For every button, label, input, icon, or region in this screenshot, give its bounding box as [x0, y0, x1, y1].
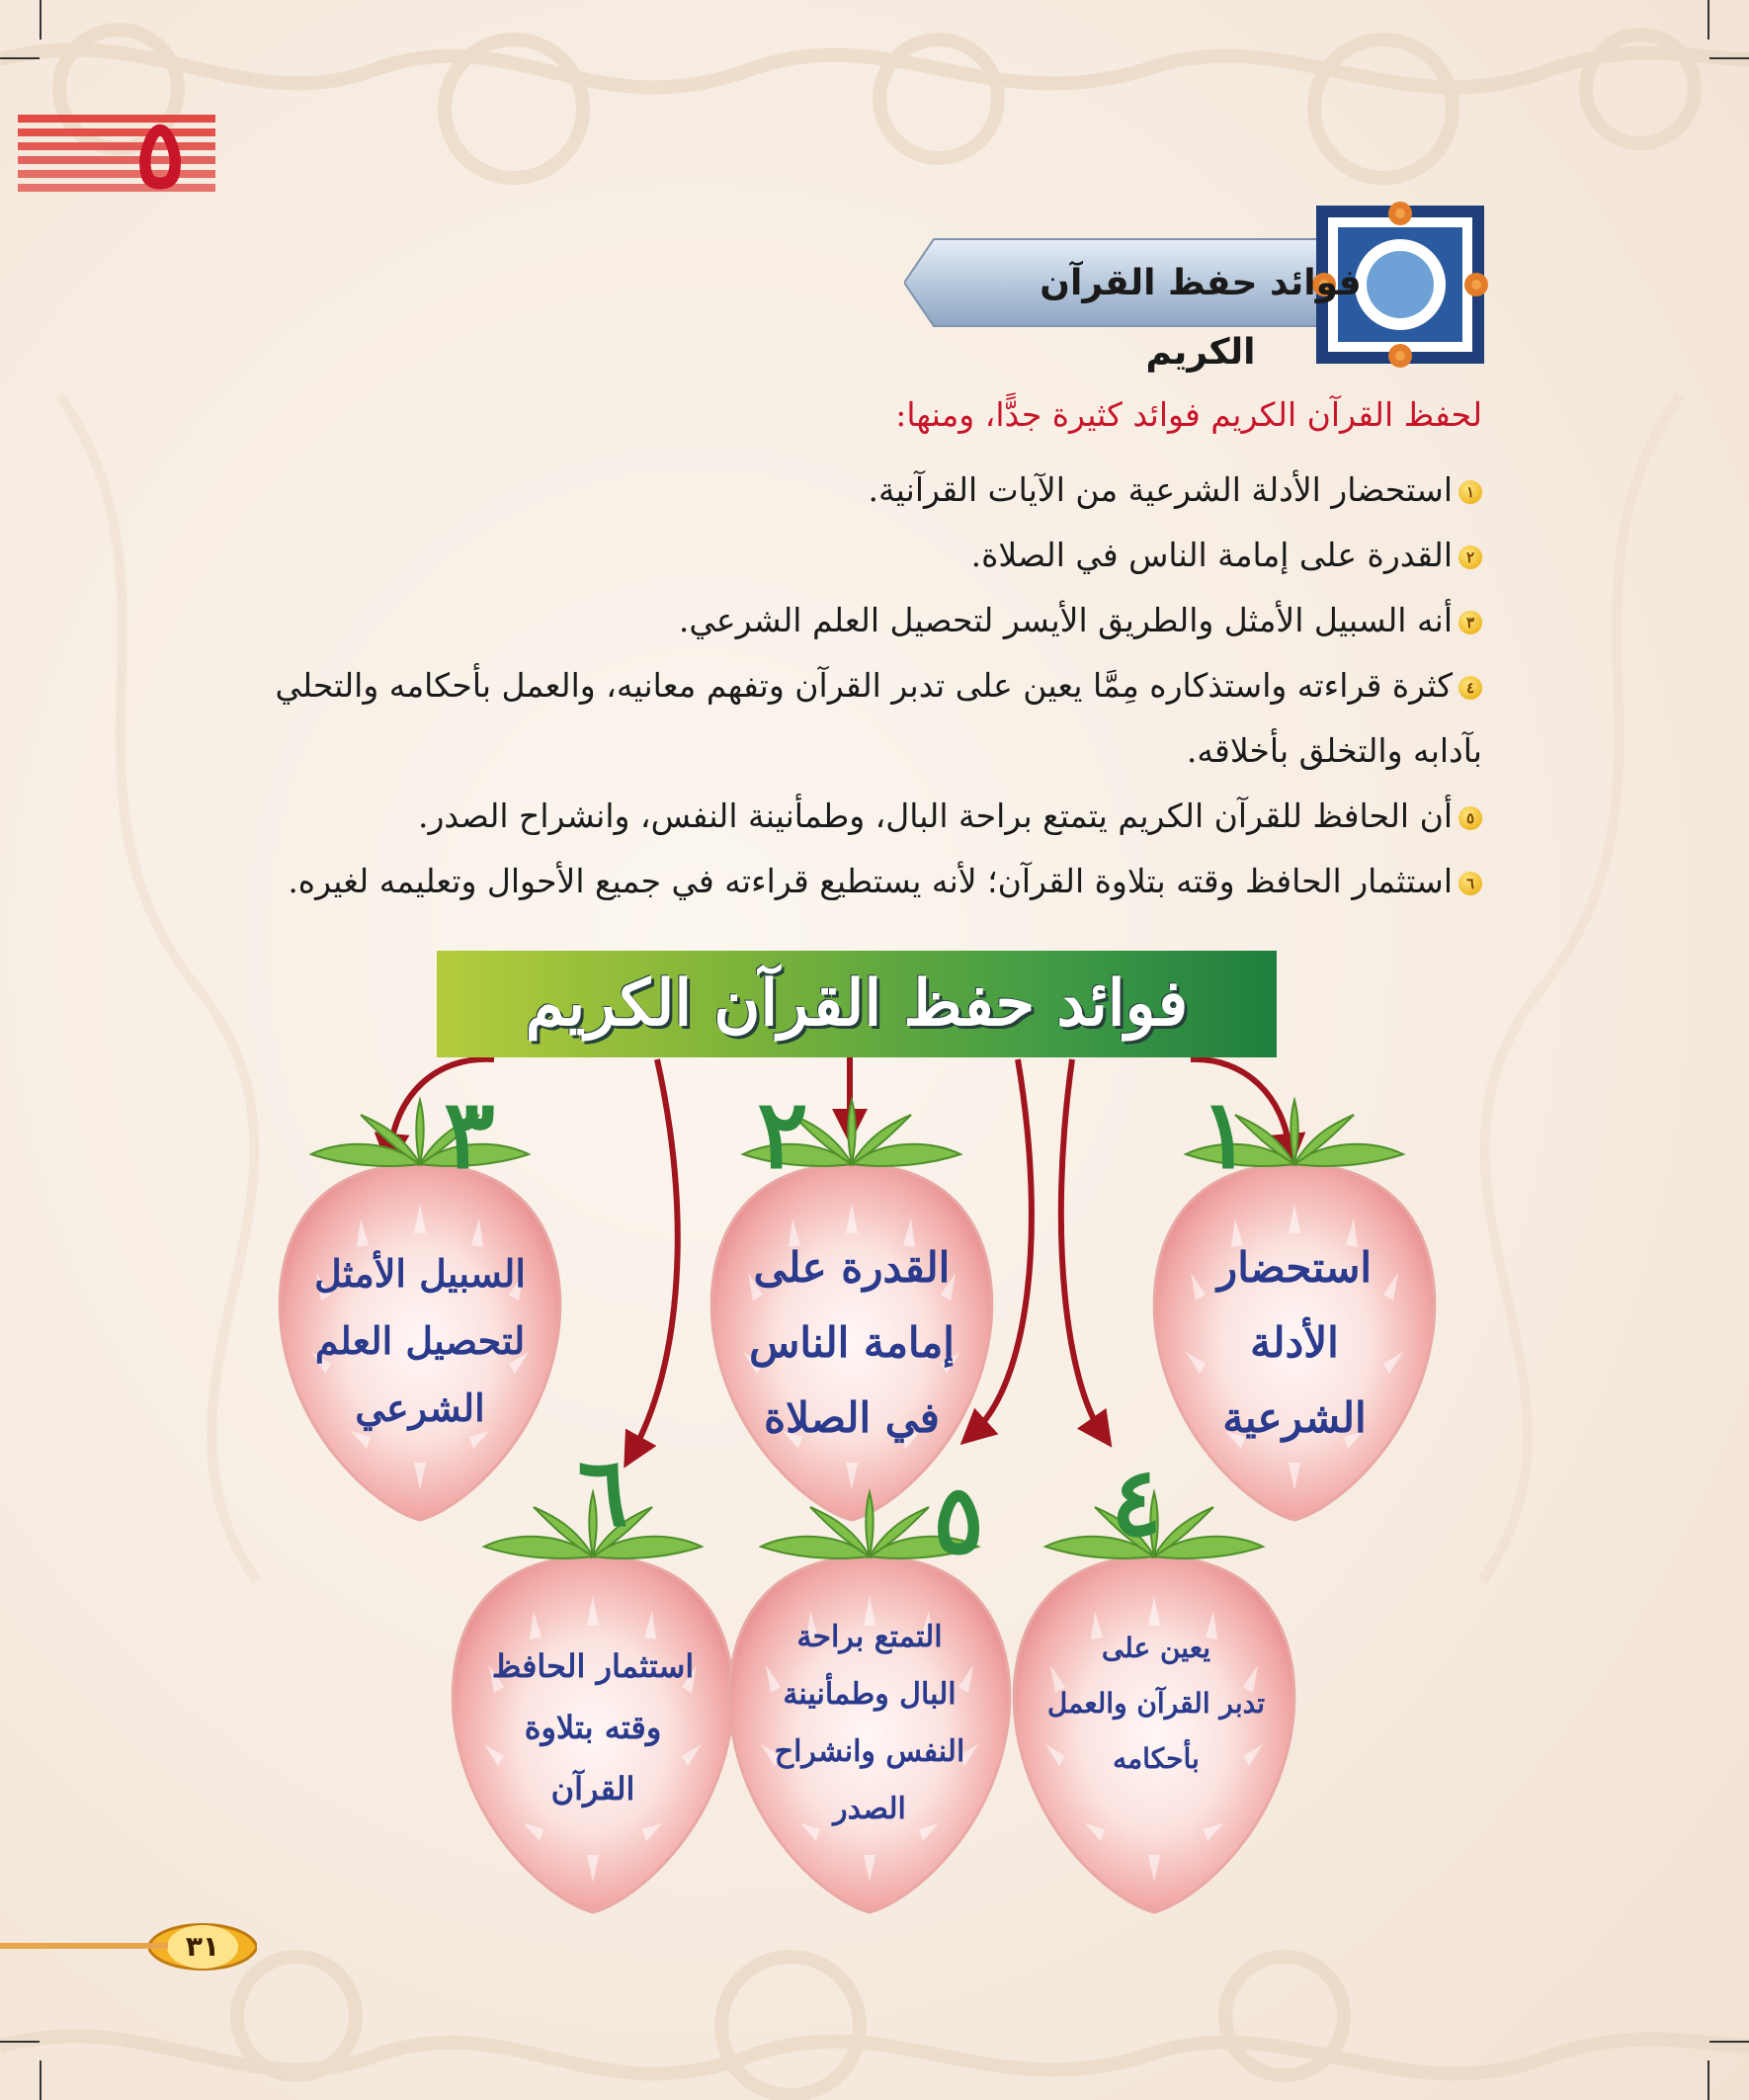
arrow-to-benefit-4 [1061, 1059, 1102, 1433]
benefit-text: استثمار الحافظ وقته بتلاوة القرآن؛ لأنه يستطيع قراءته في جميع الأحوال وتعليمه لغيره. [288, 862, 1453, 900]
number-bullet: ٥ [1458, 806, 1482, 830]
number-bullet: ٤ [1458, 676, 1482, 700]
node-number-1: ١ [1200, 1078, 1251, 1190]
number-bullet: ٣ [1458, 611, 1482, 634]
node-number-2: ٢ [757, 1078, 808, 1190]
arrow-to-benefit-6 [632, 1059, 678, 1453]
diagram-title: فوائد حفظ القرآن الكريم [525, 966, 1189, 1041]
number-bullet: ١ [1458, 480, 1482, 504]
node-text-3: السبيل الأمثل لتحصيل العلم الشرعي [314, 1251, 526, 1430]
number-bullet: ٢ [1458, 546, 1482, 569]
benefit-text: استحضار الأدلة الشرعية من الآيات القرآنية. [868, 470, 1453, 509]
number-bullet: ٦ [1458, 872, 1482, 895]
node-number-3: ٣ [444, 1078, 495, 1190]
node-text-2: القدرة على إمامة الناس في الصلاة [749, 1243, 955, 1442]
page-number: ٣١ [185, 1930, 220, 1963]
node-text-4: يعين على تدبر القرآن والعمل بأحكامه [1046, 1632, 1266, 1775]
benefit-text: أن الحافظ للقرآن الكريم يتمتع براحة البال، وطمأنينة النفس، وانشراح الصدر. [417, 797, 1453, 835]
node-text-1: استحضار الأدلة الشرعية [1216, 1243, 1373, 1442]
benefit-text: أنه السبيل الأمثل والطريق الأيسر لتحصيل العلم الشرعي. [678, 601, 1453, 639]
page-number-rule [0, 1939, 168, 1953]
benefit-text: كثرة قراءته واستذكاره مِمَّا يعين على تدبر القرآن وتفهم معانيه، والعمل بأحكامه والتحلي بآدابه والتخلق بأخلاقه. [275, 666, 1482, 770]
benefit-text: القدرة على إمامة الناس في الصلاة. [970, 536, 1453, 574]
node-number-4: ٤ [1111, 1446, 1162, 1557]
intro-text: لحفظ القرآن الكريم فوائد كثيرة جدًّا، ومنها: [895, 395, 1482, 434]
node-text-5: التمتع براحة البال وطمأنينة النفس وانشراح الصدر [774, 1620, 965, 1826]
node-number-5: ٥ [933, 1464, 984, 1575]
node-number-6: ٦ [577, 1436, 628, 1548]
lesson-title: فوائد حفظ القرآن الكريم [1040, 263, 1362, 373]
lesson-number: ٥ [134, 98, 186, 210]
node-text-6: استثمار الحافظ وقته بتلاوة القرآن [491, 1647, 695, 1807]
